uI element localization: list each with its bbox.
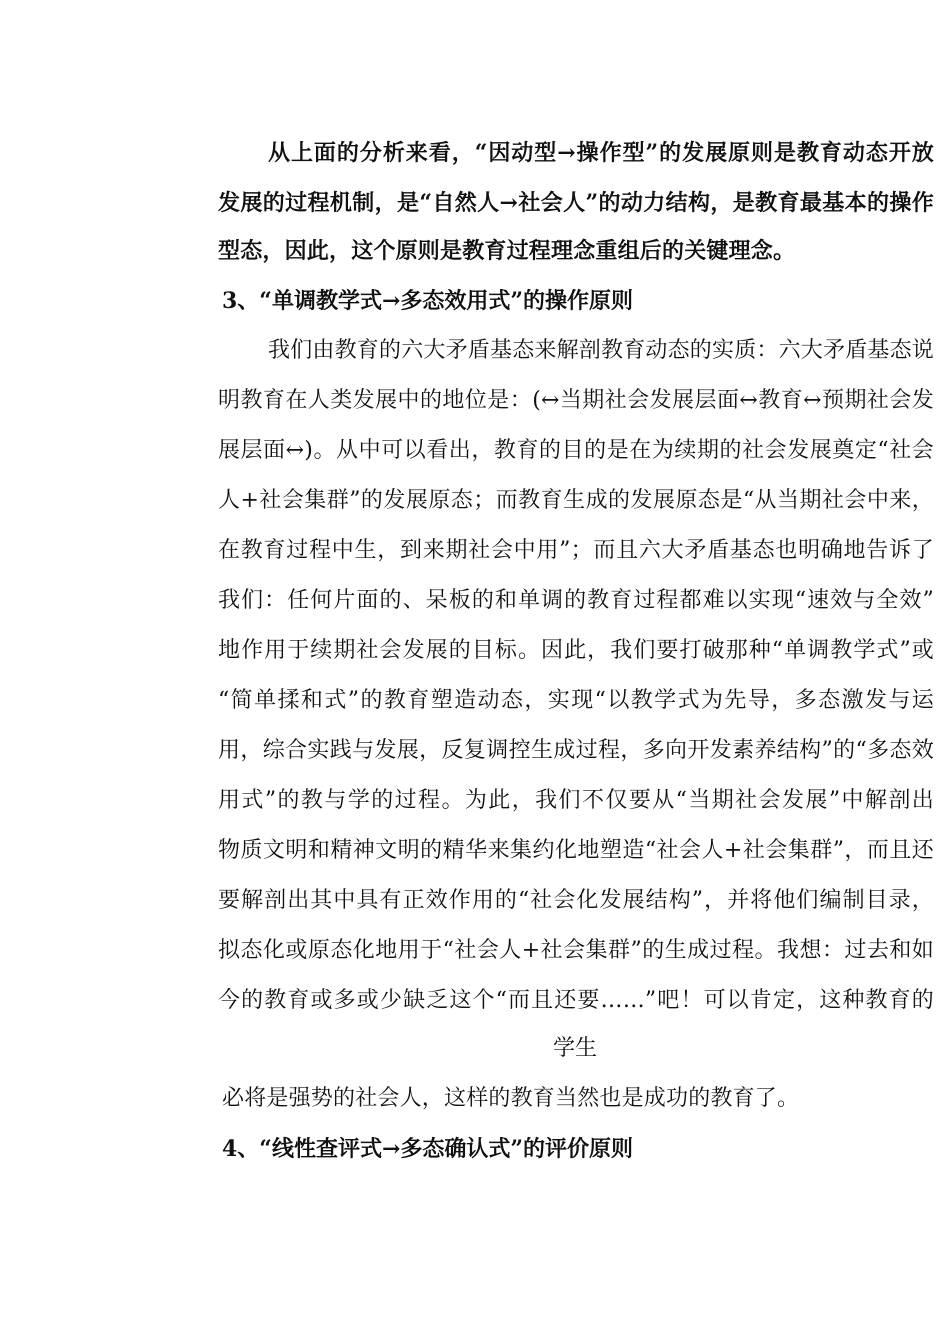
paragraph-2-line-14: 今的教育或多或少缺乏这个“而且还要……”吧！可以肯定，这种教育的: [218, 988, 934, 1013]
paragraph-2-line-6: 我们：任何片面的、呆板的和单调的教育过程都难以实现“速效与全效”: [218, 588, 934, 613]
paragraph-1-line-3: 型态，因此，这个原则是教育过程理念重组后的关键理念。: [218, 238, 796, 264]
section-heading-4: 4、“线性查评式→多态确认式”的评价原则: [222, 1136, 634, 1162]
paragraph-2-line-7: 地作用于续期社会发展的目标。因此，我们要打破那种“单调教学式”或: [218, 638, 934, 663]
paragraph-2-line-4: 人+社会集群”的发展原态；而教育生成的发展原态是“从当期社会中来，: [218, 488, 934, 513]
paragraph-2-line-8: “简单揉和式”的教育塑造动态，实现“以教学式为先导，多态激发与运: [218, 688, 934, 713]
paragraph-2-tail: 必将是强势的社会人，这样的教育当然也是成功的教育了。: [222, 1086, 800, 1111]
paragraph-2-line-3: 展层面↔)。从中可以看出，教育的目的是在为续期的社会发展奠定“社会: [218, 438, 934, 463]
paragraph-2-line-11: 物质文明和精神文明的精华来集约化地塑造“社会人+社会集群”，而且还: [218, 838, 934, 863]
paragraph-2-line-12: 要解剖出其中具有正效作用的“社会化发展结构”，并将他们编制目录，: [218, 888, 934, 913]
paragraph-1-line-1: 从上面的分析来看，“因动型→操作型”的发展原则是教育动态开放: [268, 140, 934, 166]
paragraph-2-line-1: 我们由教育的六大矛盾基态来解剖教育动态的实质：六大矛盾基态说: [268, 338, 934, 363]
paragraph-2-line-13: 拟态化或原态化地用于“社会人+社会集群”的生成过程。我想：过去和如: [218, 938, 934, 963]
section-heading-3: 3、“单调教学式→多态效用式”的操作原则: [222, 288, 634, 314]
paragraph-1-line-2: 发展的过程机制，是“自然人→社会人”的动力结构，是教育最基本的操作: [218, 190, 934, 216]
paragraph-2-line-9: 用，综合实践与发展，反复调控生成过程，多向开发素养结构”的“多态效: [218, 738, 934, 763]
paragraph-2-line-2: 明教育在人类发展中的地位是：(↔当期社会发展层面↔教育↔预期社会发: [218, 388, 934, 413]
paragraph-2-line-10: 用式”的教与学的过程。为此，我们不仅要从“当期社会发展”中解剖出: [218, 788, 934, 813]
wrapped-word: 学生: [552, 1036, 597, 1061]
paragraph-2-line-5: 在教育过程中生，到来期社会中用”；而且六大矛盾基态也明确地告诉了: [218, 538, 934, 563]
